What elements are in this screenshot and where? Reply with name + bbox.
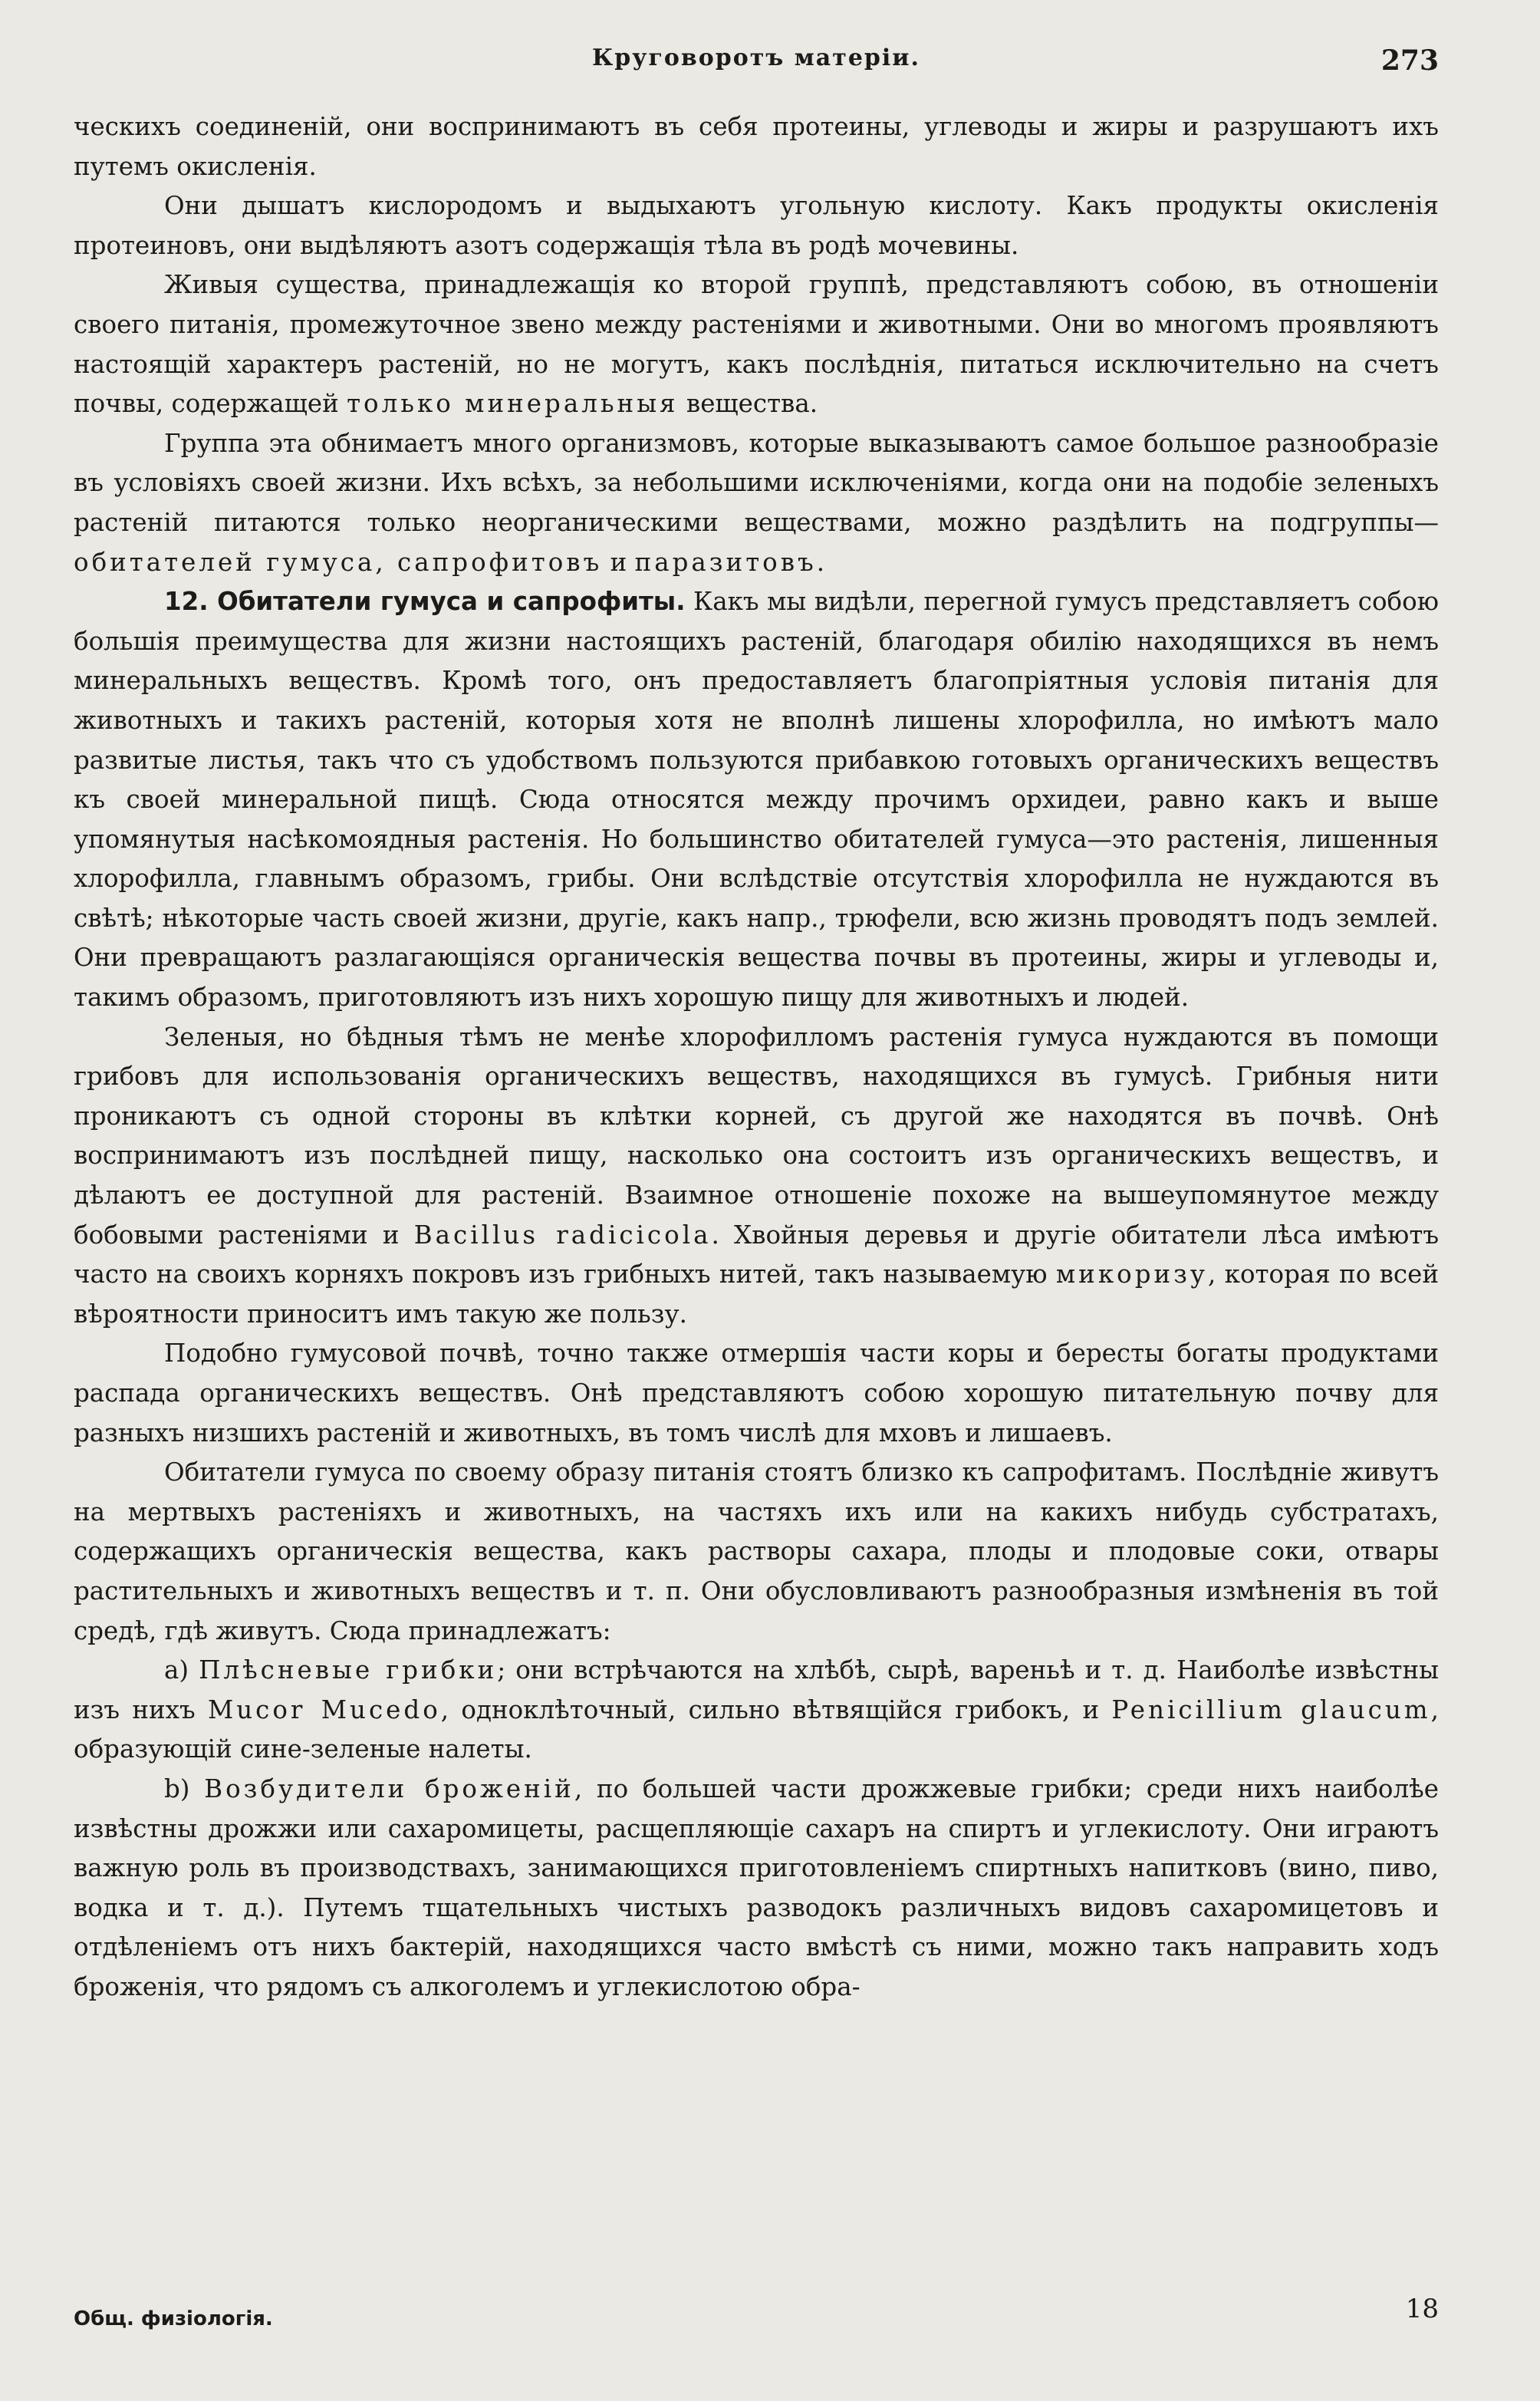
text-spaced: только минеральныя <box>347 389 679 419</box>
paragraph <box>74 424 1439 582</box>
text-run: Зеленыя, но бѣдныя тѣмъ не менѣе хлорофилломъ растенія гумуса нуждаются въ помощи грибовъ для использованія органическихъ веществъ, находящихся въ гумусѣ. Грибныя нити проникаютъ съ одной стороны въ клѣтки корней, съ другой же находятся въ почвѣ. Онѣ воспринимаютъ изъ послѣдней пищу, насколько она состоитъ изъ органическихъ веществъ, и дѣлаютъ ее доступной для растеній. Взаимное отношеніе похоже на вышеупомянутое между бобовыми растеніями и <box>74 1022 1439 1250</box>
text-run: . Хвойныя деревья и другіе обитатели лѣса имѣютъ часто на своихъ корняхъ покровъ изъ грибныхъ нитей, такъ называемую <box>74 1220 1439 1289</box>
text-sec-num: 12. <box>164 587 218 617</box>
text-run: . <box>816 547 825 577</box>
text-run: Группа эта обнимаетъ много организмовъ, которые выказываютъ самое большое разнообразіе въ условіяхъ своей жизни. Ихъ всѣхъ, за небольшими исключеніями, когда они на подобіе зеленыхъ растеній питаются только неорганическими веществами, можно раздѣлить на подгруппы— <box>74 428 1439 537</box>
text-sec-title: Обитатели гумуса и сапрофиты. <box>217 587 686 617</box>
paragraph <box>74 1770 1439 2007</box>
paragraph <box>74 107 1439 186</box>
body-text <box>74 107 1439 2007</box>
text-spaced: паразитовъ <box>634 547 817 577</box>
page-header <box>74 44 1439 87</box>
text-spaced: микоризу <box>1055 1260 1209 1289</box>
text-run: и <box>602 547 635 577</box>
text-run: , одноклѣточный, сильно вѣтвящійся грибокъ, и <box>440 1695 1112 1724</box>
text-run: Живыя существа, принадлежащія ко второй группѣ, представляютъ собою, въ отношеніи своего питанія, промежуточное звено между растеніями и животными. Они во многомъ проявляютъ настоящій характеръ растеній, но не могутъ, какъ послѣднія, питаться исключительно на счетъ почвы, содержащей <box>74 270 1439 419</box>
text-run: , которая по всей вѣроятности приноситъ имъ такую же пользу. <box>74 1260 1439 1329</box>
text-spaced: Bacillus radicicola <box>413 1220 712 1250</box>
text-run: Они дышатъ кислородомъ и выдыхаютъ угольную кислоту. Какъ продукты окисленія протеиновъ, они выдѣляютъ азотъ содержащія тѣла въ родѣ мочевины. <box>74 191 1439 260</box>
footer-book-title: Общ. физіологія. <box>74 2307 273 2330</box>
text-run: Обитатели гумуса по своему образу питанія стоятъ близко къ сапрофитамъ. Послѣдніе живутъ на мертвыхъ растеніяхъ и животныхъ, на частяхъ ихъ или на какихъ нибудь субстратахъ, содержащихъ органическія вещества, какъ растворы сахара, плоды и плодовые соки, отвары растительныхъ и животныхъ веществъ и т. п. Они обусловливаютъ разнообразныя измѣненія въ той средѣ, гдѣ живутъ. Сюда принадлежатъ: <box>74 1457 1439 1645</box>
text-spaced: Penicillium glaucum <box>1111 1695 1431 1724</box>
page-footer <box>74 2294 1439 2340</box>
signature-mark: 18 <box>1405 2294 1439 2324</box>
paragraph <box>74 186 1439 265</box>
running-title: Круговоротъ матеріи. <box>592 44 920 71</box>
text-spaced: Возбудители броженій <box>204 1774 574 1803</box>
paragraph <box>74 1334 1439 1453</box>
text-run: ческихъ соединеній, они воспринимаютъ въ себя протеины, углеводы и жиры и разрушаютъ ихъ путемъ окисленія. <box>74 112 1439 181</box>
paragraph <box>74 1651 1439 1770</box>
paragraph <box>74 1018 1439 1335</box>
text-run: a) <box>164 1655 199 1685</box>
text-run: Какъ мы видѣли, перегной гумусъ представляетъ собою большія преимущества для жизни настоящихъ растеній, благодаря обилію находящихся въ немъ минеральныхъ веществъ. Кромѣ того, онъ предоставляетъ благопріятныя условія питанія для животныхъ и такихъ растеній, которыя хотя не вполнѣ лишены хлорофилла, но имѣютъ мало развитые листья, такъ что съ удобствомъ пользуются прибавкою готовыхъ органическихъ веществъ къ своей минеральной пищѣ. Сюда относятся между прочимъ орхидеи, равно какъ и выше упомянутыя насѣкомоядныя растенія. Но большинство обитателей гумуса—это растенія, лишенныя хлорофилла, главнымъ образомъ, грибы. Они вслѣдствіе отсутствія хлорофилла не нуждаются въ свѣтѣ; нѣкоторые часть своей жизни, другіе, какъ напр., трюфели, всю жизнь проводятъ подъ землей. Они превращаютъ разлагающіяся органическія вещества почвы въ протеины, жиры и углеводы и, такимъ образомъ, приготовляютъ изъ нихъ хорошую пищу для животныхъ и людей. <box>74 587 1439 1013</box>
text-spaced: обитателей гумуса, сапрофитовъ <box>74 547 603 577</box>
paragraph <box>74 582 1439 1018</box>
text-spaced: Плѣсневые грибки <box>199 1655 498 1685</box>
text-spaced: Mucor Mucedo <box>207 1695 441 1724</box>
text-run: , образующій сине-зеленые налеты. <box>74 1695 1439 1764</box>
text-run: вещества. <box>678 389 818 419</box>
text-run: b) <box>164 1774 205 1803</box>
text-run: Подобно гумусовой почвѣ, точно также отмершія части коры и бересты богаты продуктами распада органическихъ веществъ. Онѣ представляютъ собою хорошую питательную почву для разныхъ низшихъ растеній и животныхъ, въ томъ числѣ для мховъ и лишаевъ. <box>74 1339 1439 1448</box>
text-run: ; они встрѣчаются на хлѣбѣ, сырѣ, вареньѣ и т. д. Наиболѣе извѣстны изъ нихъ <box>74 1655 1440 1724</box>
page-number: 273 <box>1380 44 1439 77</box>
paragraph <box>74 265 1439 423</box>
text-run: , по большей части дрожжевые грибки; среди нихъ наиболѣе извѣстны дрожжи или сахаромицеты, расщепляющіе сахаръ на спиртъ и углекислоту. Они играютъ важную роль въ производствахъ, занимающихся приготовленіемъ спиртныхъ напитковъ (вино, пиво, водка и т. д.). Путемъ тщательныхъ чистыхъ разводокъ различныхъ видовъ сахаромицетовъ и отдѣленіемъ отъ нихъ бактерій, находящихся часто вмѣстѣ съ ними, можно такъ направить ходъ броженія, что рядомъ съ алкоголемъ и углекислотою обра- <box>74 1774 1439 2001</box>
paragraph <box>74 1453 1439 1651</box>
